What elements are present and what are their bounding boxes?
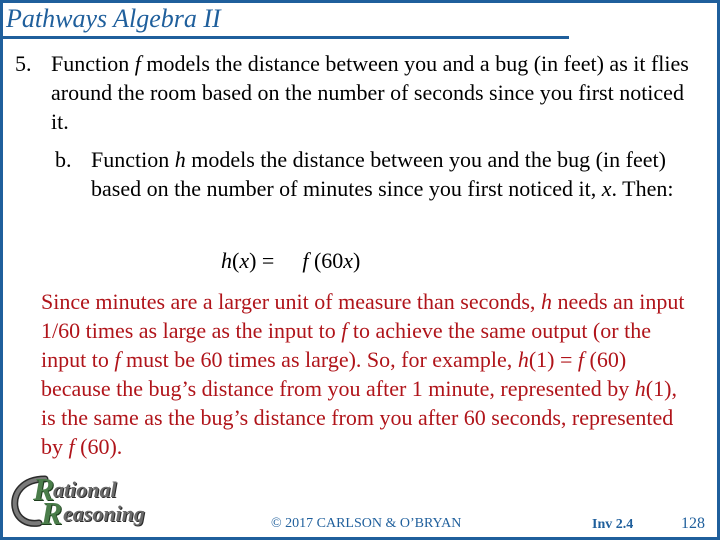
subproblem-text: [91, 145, 695, 203]
answer-part: must be 60 times as large). So, for example,: [120, 347, 518, 372]
answer-part: Since minutes are a larger unit of measure than seconds,: [41, 289, 541, 314]
eq-x: x: [239, 248, 250, 273]
answer-part: to achieve the same output (or the input to: [41, 318, 651, 372]
subproblem-b: [55, 145, 695, 203]
problem-number: 5.: [15, 51, 32, 76]
eq-part: ): [353, 248, 361, 273]
answer-f: f: [68, 434, 75, 459]
eq-x: x: [343, 248, 354, 273]
page-number: 128: [681, 515, 705, 532]
problem-text-part: models the distance between you and a bug (in feet) as it flies around the room based on the number of seconds since you first noticed it.: [51, 51, 689, 134]
answer-h: h: [517, 347, 529, 372]
answer-h: h: [540, 289, 552, 314]
eq-f: f: [302, 248, 309, 273]
sub-text-part: . Then:: [611, 176, 674, 201]
answer-h: h: [634, 376, 646, 401]
logo-letter-r: R: [41, 495, 63, 531]
course-title: Pathways Algebra II: [6, 4, 221, 33]
rational-reasoning-logo: [9, 473, 179, 531]
problem-text-part: Function: [51, 51, 135, 76]
eq-part: (60: [308, 248, 344, 273]
answer-part: needs an input 1/60 times as large as the input to: [41, 289, 685, 343]
logo-text-reasoning: easoning: [63, 501, 145, 526]
eq-h: h: [221, 248, 232, 273]
answer-f: f: [341, 318, 348, 343]
answer-f: f: [114, 347, 121, 372]
answer-part: (60).: [74, 434, 123, 459]
subproblem-label: b.: [55, 147, 72, 172]
logo-letter-r: R: [33, 471, 55, 507]
equation: [221, 246, 360, 275]
sub-text-part: Function: [91, 147, 175, 172]
answer-f: f: [577, 347, 584, 372]
copyright: © 2017 CARLSON & O’BRYAN: [271, 516, 462, 531]
answer-part: (1) =: [528, 347, 578, 372]
header: [3, 3, 717, 37]
problem-5: [15, 49, 705, 136]
problem-text: [51, 49, 705, 136]
function-f: f: [134, 51, 141, 76]
eq-part: ) =: [249, 248, 275, 273]
answer-part: (60) because the bug’s distance from you after 1 minute, represented by: [41, 347, 635, 401]
variable-x: x: [601, 176, 612, 201]
investigation-label: Inv 2.4: [592, 517, 634, 532]
sub-text-part: models the distance between you and the bug (in feet) based on the number of minutes since you first noticed it,: [91, 147, 666, 201]
function-h: h: [174, 147, 186, 172]
answer-explanation: [41, 287, 691, 461]
header-divider: [3, 36, 569, 39]
answer-part: (1), is the same as the bug’s distance from you after 60 seconds, represented by: [41, 376, 677, 459]
eq-part: (: [232, 248, 240, 273]
logo-text-rational: ational: [53, 477, 117, 502]
slide: [3, 3, 717, 537]
